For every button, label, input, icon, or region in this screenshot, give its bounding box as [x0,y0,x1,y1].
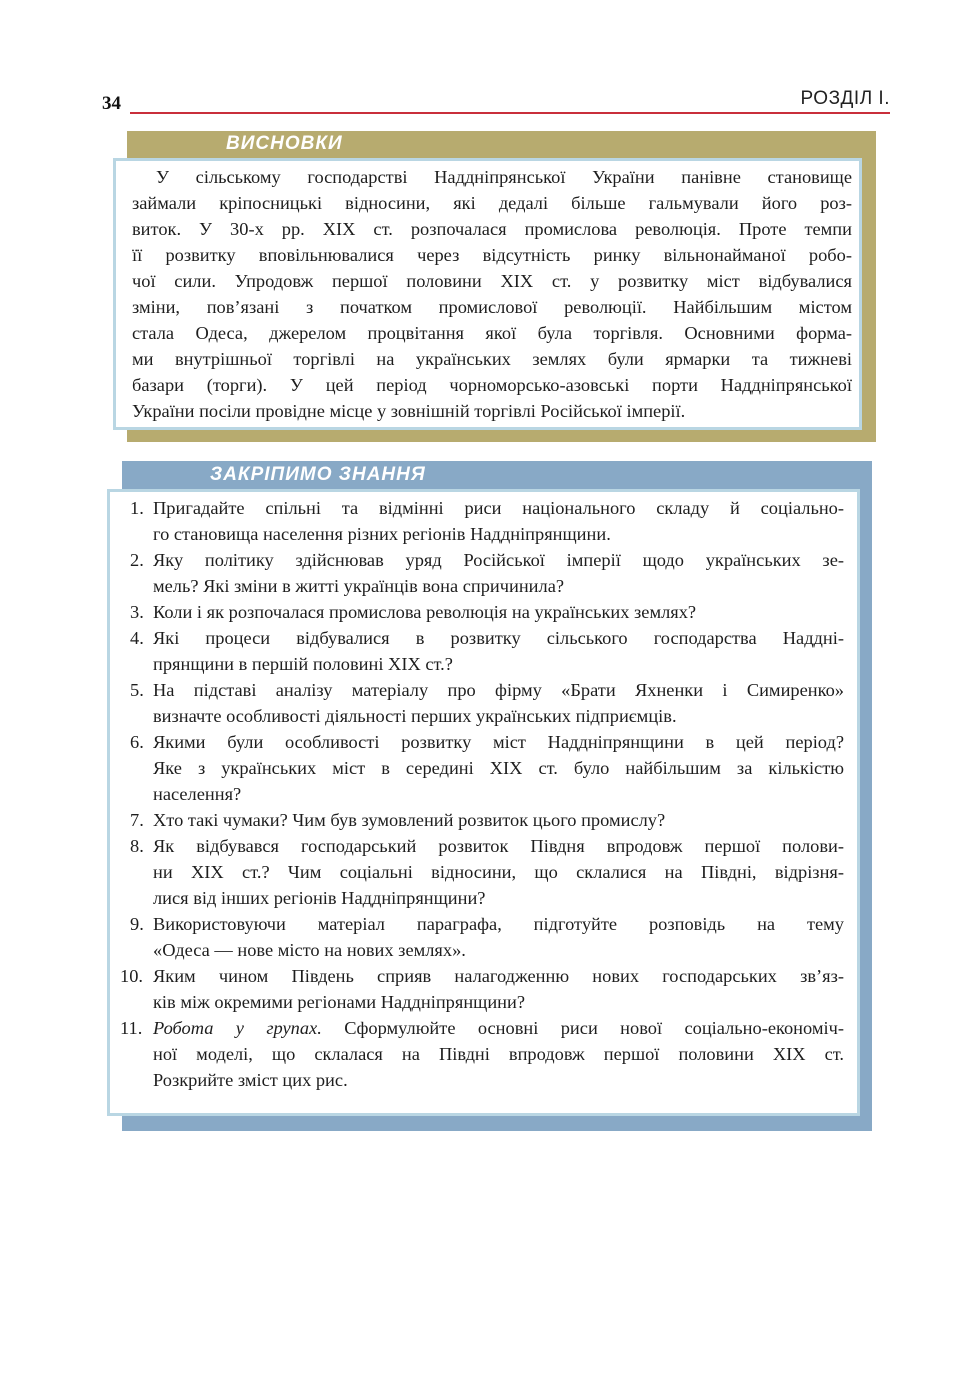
conclusions-line: У сільському господарстві Наддніпрянської України панівне становище [156,167,852,187]
question-line: визначте особливості діяльності перших українських підприємців. [153,706,677,726]
review-question [130,495,844,547]
question-line: Використовуючи матеріал параграфа, підготуйте розповідь на тему [153,914,844,934]
question-text: Сформулюйте основні риси нової соціально-економіч- [321,1018,844,1038]
review-question [130,599,844,625]
conclusions-line: України посіли провідне місце у зовнішній торгівлі Російської імперії. [132,401,686,421]
question-line: ної моделі, що склалася на Півдні впродовж першої половини ХІХ ст. [153,1044,844,1064]
question-line: Якими були особливості розвитку міст Наддніпрянщини в цей період? [153,732,844,752]
question-line: Пригадайте спільні та відмінні риси національного складу й соціально- [153,498,844,518]
question-number: 3. [130,602,144,622]
review-question [130,807,844,833]
conclusions-title: ВИСНОВКИ [226,133,343,154]
conclusions-line: чої сили. Упродовж першої половини ХІХ ст. у розвитку міст відбувалися [132,271,852,291]
question-number: 10. [120,966,143,986]
review-question [130,911,844,963]
question-line: Хто такі чумаки? Чим був зумовлений розвиток цього промислу? [153,810,666,830]
conclusions-line: займали кріпосницькі відносини, які дедалі більше гальмували його роз- [132,193,852,213]
review-title: ЗАКРІПИМО ЗНАННЯ [210,464,426,485]
question-line: прянщини в першій половині ХІХ ст.? [153,654,453,674]
question-line: Розкрийте зміст цих рис. [153,1070,348,1090]
question-line: Яке з українських міст в середині ХІХ ст. було найбільшим за кількістю [153,758,844,778]
question-lead: Робота у групах. [153,1018,322,1038]
conclusions-line: її розвитку вповільнювалися через відсутність ринку вільнонайманої робо- [132,245,852,265]
question-line: ків між окремими регіонами Наддніпрянщини? [153,992,526,1012]
question-line: Яким чином Південь сприяв налагодженню нових господарських зв’яз- [153,966,844,986]
question-line: го становища населення різних регіонів Наддніпрянщини. [153,524,611,544]
conclusions-text [132,164,852,424]
section-label: РОЗДІЛ І. [800,88,890,109]
question-line: населення? [153,784,242,804]
question-line [153,1015,844,1041]
question-line: На підставі аналізу матеріалу про фірму «Брати Яхненки і Симиренко» [153,680,844,700]
header-rule [130,112,890,114]
question-number: 2. [130,550,144,570]
question-line: «Одеса — нове місто на нових землях». [153,940,466,960]
review-question [130,547,844,599]
question-line: Яку політику здійснював уряд Російської імперії щодо українських зе- [153,550,844,570]
question-number: 6. [130,732,144,752]
conclusions-line: стала Одеса, джерелом процвітання якої була торгівля. Основними форма- [132,323,852,343]
question-line: ни ХІХ ст.? Чим соціальні відносини, що склалися на Півдні, відрізня- [153,862,844,882]
question-number: 8. [130,836,144,856]
question-line: Які процеси відбувалися в розвитку сільського господарства Наддні- [153,628,844,648]
question-line: Як відбувався господарський розвиток Півдня впродовж першої полови- [153,836,844,856]
question-number: 7. [130,810,144,830]
question-number: 9. [130,914,144,934]
conclusions-line: зміни, пов’язані з початком промислової революції. Найбільшим містом [132,297,852,317]
review-question [130,625,844,677]
review-question [120,963,844,1015]
review-question [120,1015,844,1093]
question-number: 11. [120,1018,143,1038]
question-line: лися від інших регіонів Наддніпрянщини? [153,888,486,908]
question-number: 5. [130,680,144,700]
question-number: 4. [130,628,144,648]
conclusions-line: ми внутрішньої торгівлі на українських землях були ярмарки та тижневі [132,349,852,369]
question-line: Коли і як розпочалася промислова революція на українських землях? [153,602,697,622]
review-question [130,729,844,807]
question-number: 1. [130,498,144,518]
conclusions-line: базари (торги). У цей період чорноморсько-азовські порти Наддніпрянської [132,375,852,395]
review-question-list [120,495,844,1093]
page-number: 34 [102,93,121,114]
conclusions-line: виток. У 30-х рр. ХІХ ст. розпочалася промислова революція. Проте темпи [132,219,852,239]
question-line: мель? Які зміни в житті українців вона спричинила? [153,576,565,596]
review-question [130,677,844,729]
review-question [130,833,844,911]
